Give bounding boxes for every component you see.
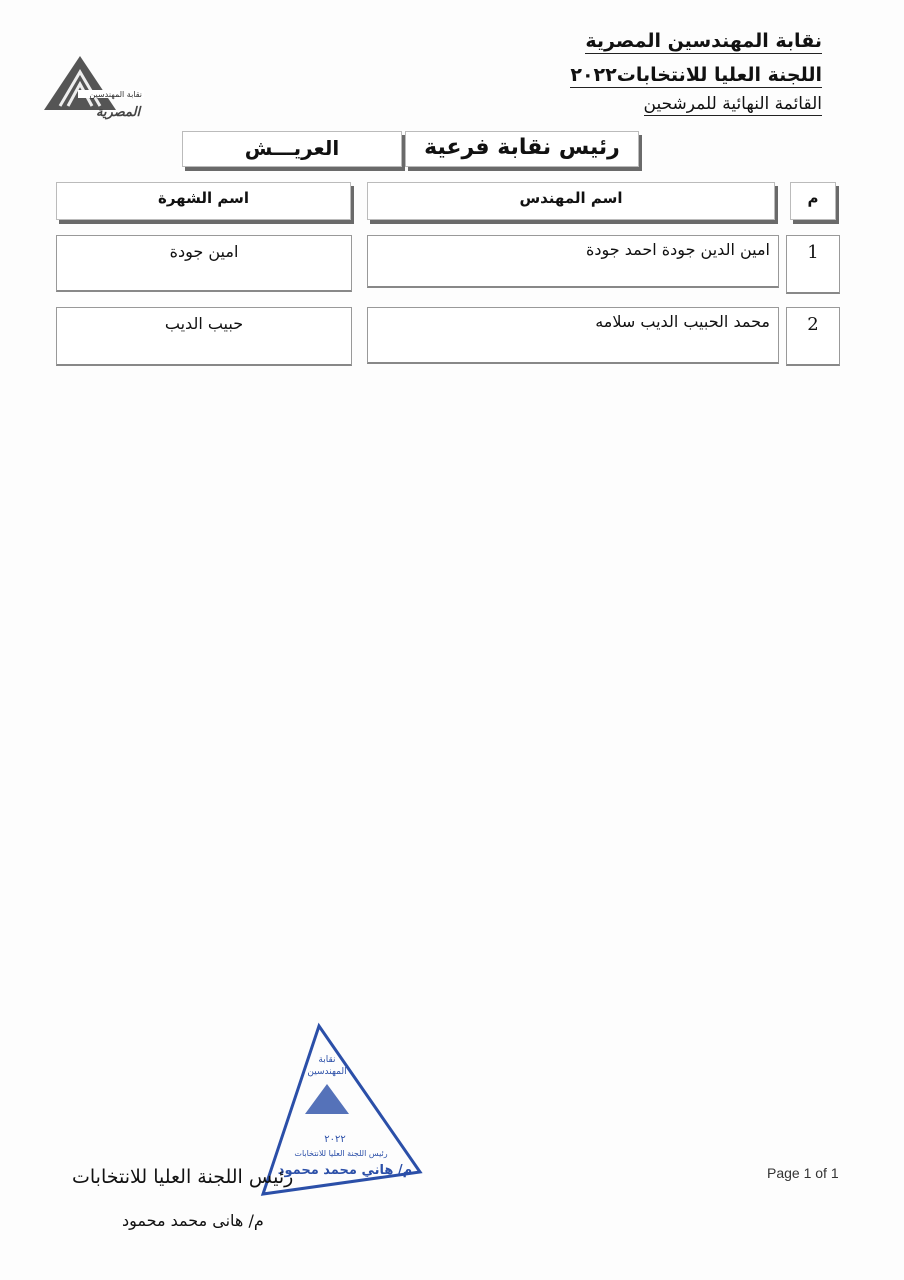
svg-text:رئيس اللجنة العليا للانتخابات: رئيس اللجنة العليا للانتخابات: [294, 1149, 388, 1158]
signatory-name: م/ هانى محمد محمود: [122, 1211, 264, 1230]
row-index: 2: [807, 314, 819, 335]
row-index: 1: [807, 242, 819, 263]
position-label: رئيس نقابة فرعية: [424, 135, 620, 160]
svg-text:نقابة: نقابة: [318, 1055, 336, 1065]
column-header-index: [790, 182, 836, 220]
branch-box: [182, 131, 402, 167]
known-as-name: حبيب الديب: [164, 314, 244, 333]
syndicate-logo: [38, 50, 150, 122]
column-header-known-as-label: اسم الشهرة: [157, 189, 249, 207]
position-label-box: [405, 131, 639, 167]
list-title: القائمة النهائية للمرشحين: [643, 94, 822, 114]
svg-text:م/ هاني محمد محمود: م/ هاني محمد محمود: [277, 1163, 413, 1178]
committee-title: اللجنة العليا للانتخابات٢٠٢٢: [570, 64, 822, 86]
svg-text:٢٠٢٢: ٢٠٢٢: [324, 1134, 346, 1145]
table-row-1-engineer-name: [367, 235, 779, 288]
table-row-1-known-as: [56, 235, 352, 292]
table-row-2-engineer-name: [367, 307, 779, 364]
known-as-name: امين جودة: [169, 242, 239, 261]
column-header-engineer-name: [367, 182, 775, 220]
svg-text:نقابة المهندسين: نقابة المهندسين: [89, 90, 142, 99]
column-header-engineer-name-label: اسم المهندس: [519, 189, 623, 207]
svg-text:المهندسين: المهندسين: [307, 1067, 347, 1077]
column-header-known-as: [56, 182, 351, 220]
table-row-2-known-as: [56, 307, 352, 366]
engineer-name: امين الدين جودة احمد جودة: [585, 240, 770, 259]
page-indicator: Page 1 of 1: [767, 1165, 839, 1181]
svg-text:المصرية: المصرية: [95, 105, 141, 120]
org-name: نقابة المهندسين المصرية: [585, 30, 822, 52]
branch-name: العريـــش: [244, 136, 340, 160]
column-header-index-label: م: [807, 189, 819, 207]
pyramid-logo-icon: [38, 50, 150, 122]
table-row-2-index: [786, 307, 840, 366]
table-row-1-index: [786, 235, 840, 294]
signatory-title: رئيس اللجنة العليا للانتخابات: [72, 1166, 294, 1188]
engineer-name: محمد الحبيب الديب سلامه: [595, 312, 770, 331]
